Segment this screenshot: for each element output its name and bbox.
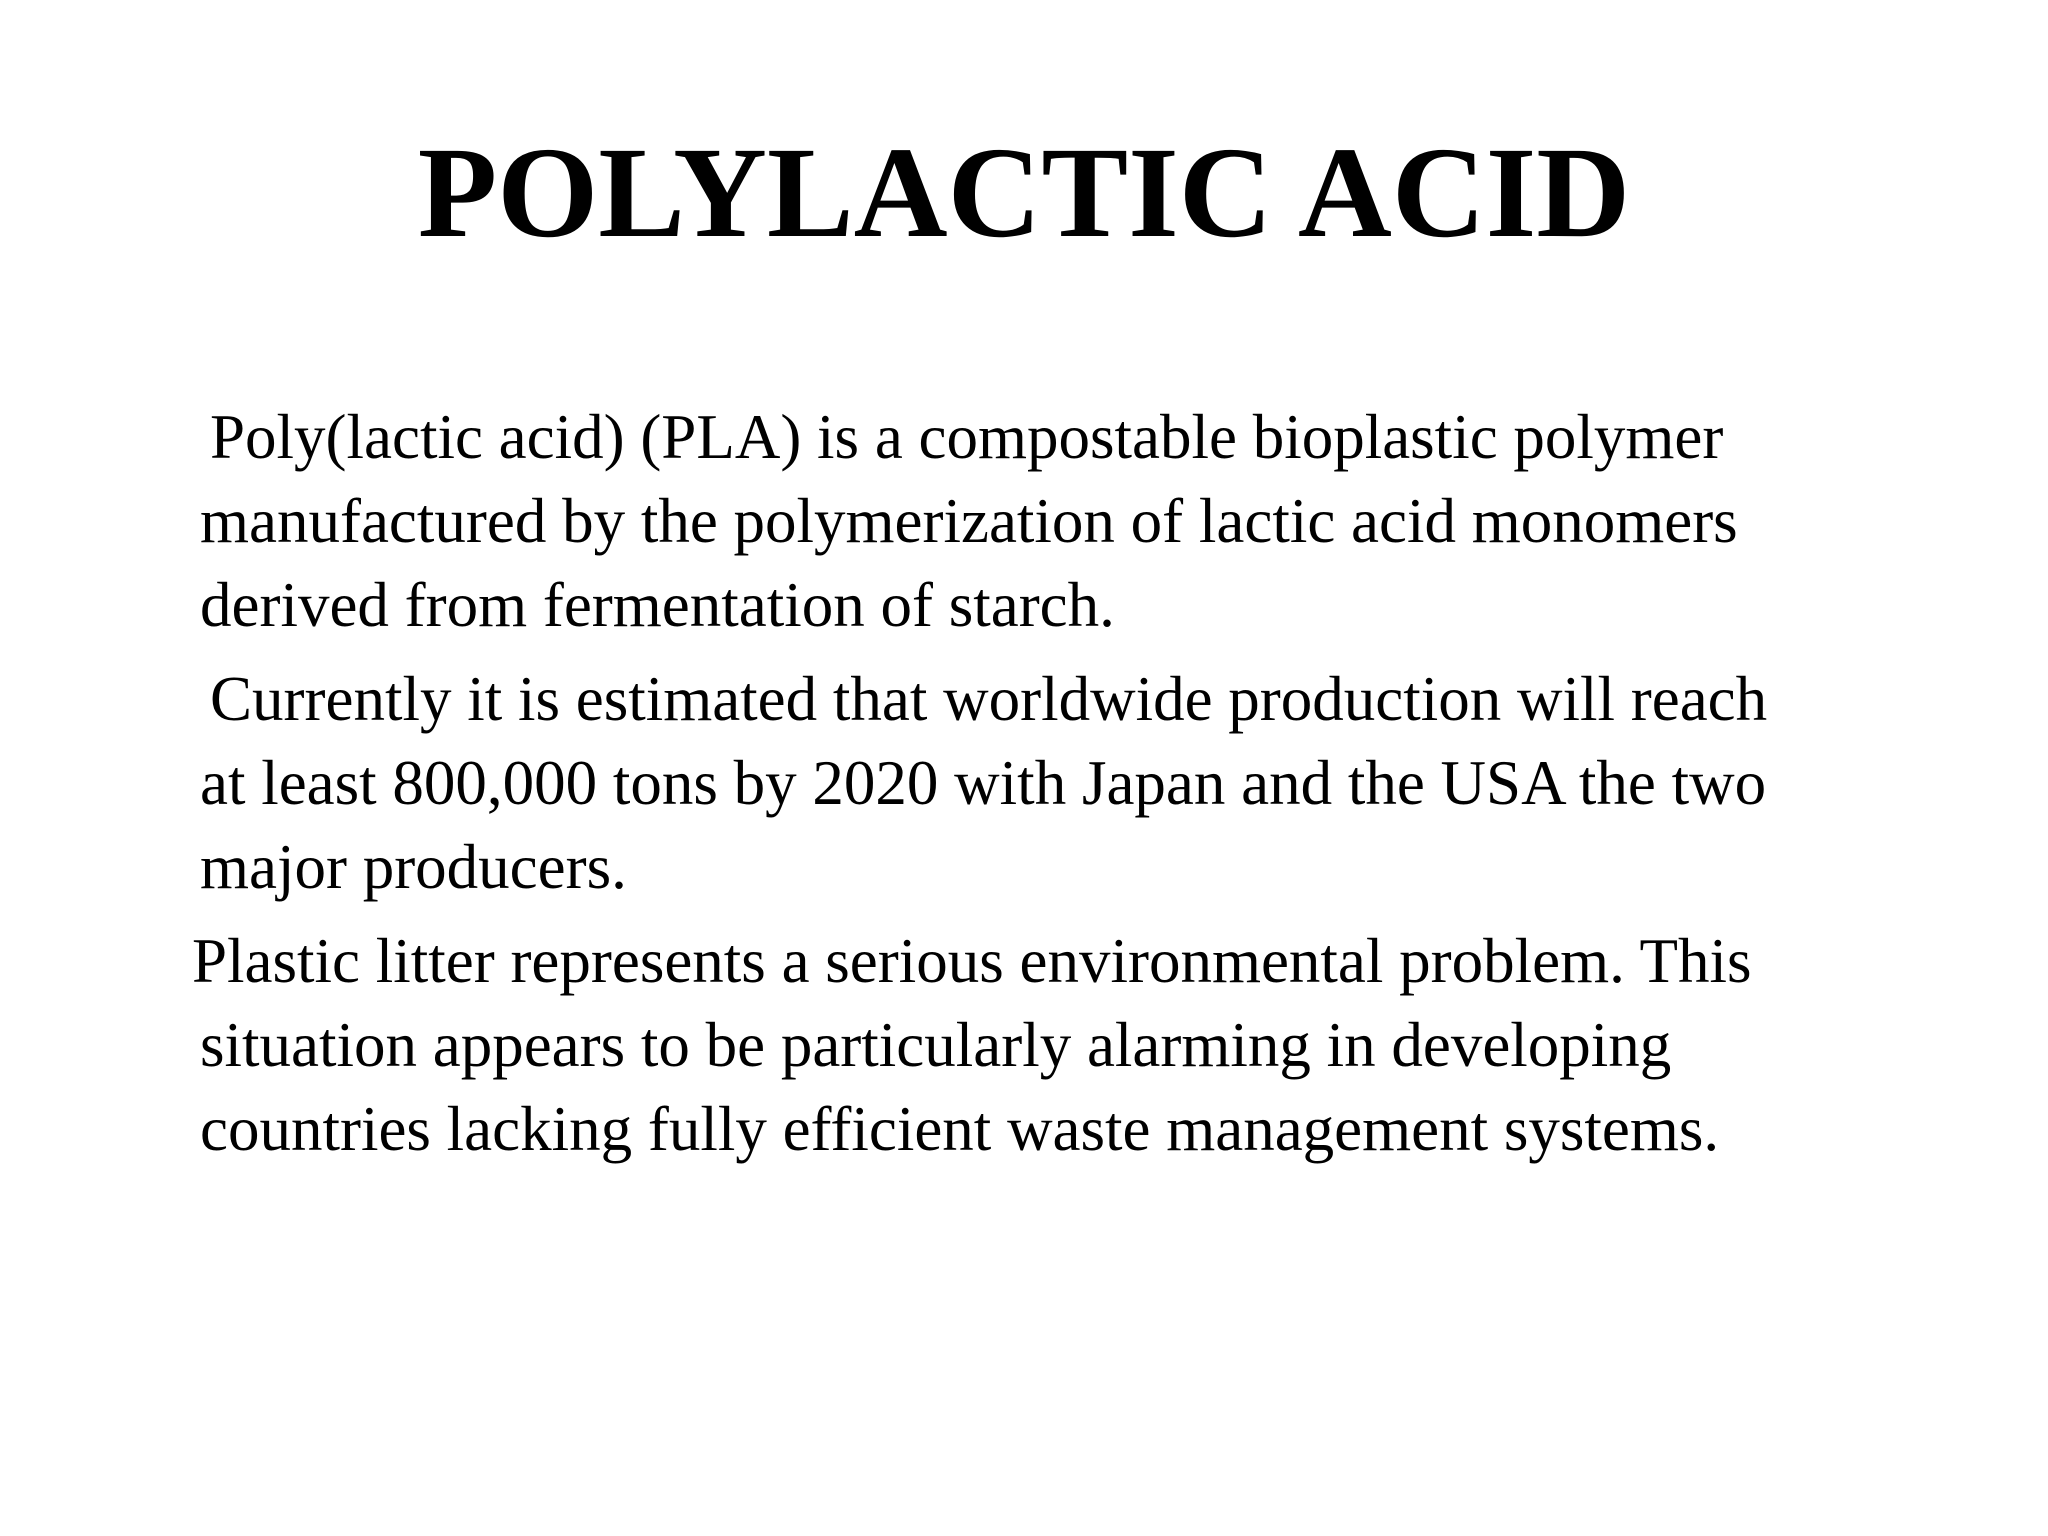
text-line: Currently it is estimated that worldwide production will reach [210, 664, 1768, 734]
text-line: derived from fermentation of starch. [200, 570, 1115, 640]
text-line: situation appears to be particularly alarming in developing [200, 1010, 1672, 1080]
text-line: countries lacking fully efficient waste management systems. [200, 1094, 1720, 1164]
text-line: Poly(lactic acid) (PLA) is a compostable bioplastic polymer [210, 402, 1724, 472]
slide-body [192, 395, 1940, 1181]
text-line: at least 800,000 tons by 2020 with Japan and the USA the two [200, 748, 1767, 818]
text-line: Plastic litter represents a serious environmental problem. This [192, 926, 1752, 996]
paragraph-production [200, 657, 1940, 909]
text-line: manufactured by the polymerization of lactic acid monomers [200, 486, 1738, 556]
slide-title: POLYLACTIC ACID [417, 121, 1631, 265]
paragraph-plastic-litter [192, 919, 1940, 1171]
text-line: major producers. [200, 832, 627, 902]
paragraph-pla-definition [200, 395, 1940, 647]
